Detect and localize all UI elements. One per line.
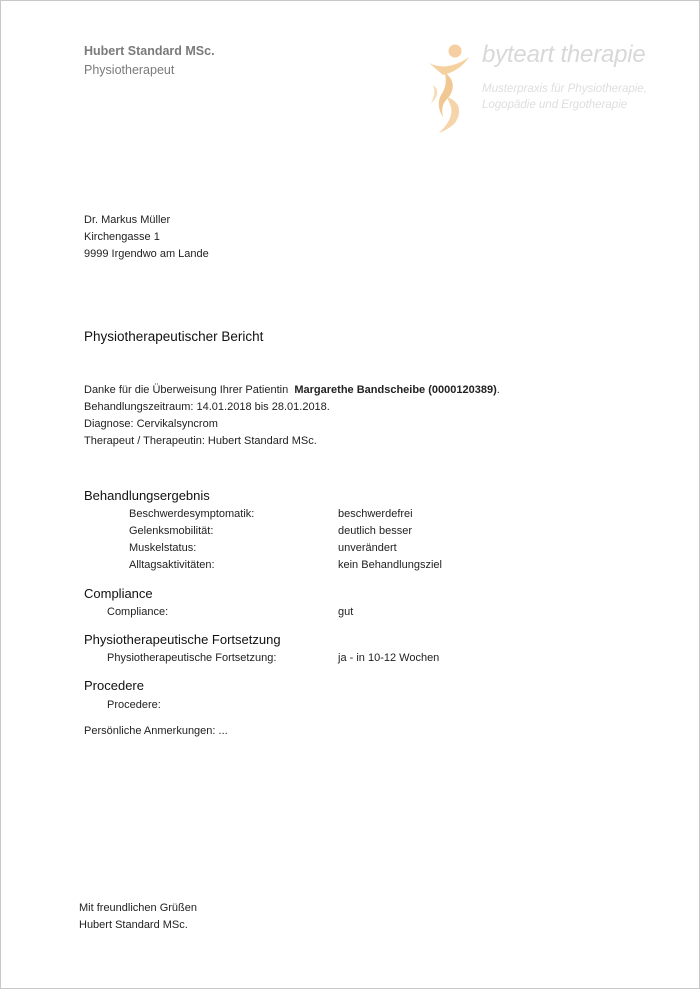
diagnosis: Diagnose: Cervikalsyncrom: [84, 418, 218, 430]
recipient-name: Dr. Markus Müller: [84, 214, 171, 226]
recipient-city: 9999 Irgendwo am Lande: [84, 248, 209, 260]
sender-role: Physiotherapeut: [84, 63, 175, 77]
section-heading-result: Behandlungsergebnis: [84, 488, 210, 503]
compliance-value: gut: [338, 606, 354, 618]
section-heading-procedure: Procedere: [84, 678, 144, 693]
continuation-label: Physiotherapeutische Fortsetzung:: [107, 652, 277, 664]
logo-subtitle-line1: Musterpraxis für Physiotherapie,: [482, 83, 647, 95]
result-label: Beschwerdesymptomatik:: [129, 508, 255, 520]
procedure-label: Procedere:: [107, 699, 161, 711]
section-heading-continuation: Physiotherapeutische Fortsetzung: [84, 632, 281, 647]
personal-remarks: Persönliche Anmerkungen: ...: [84, 725, 228, 737]
intro-suffix: .: [496, 384, 500, 396]
closing-signature: Hubert Standard MSc.: [79, 919, 188, 931]
intro-prefix: Danke für die Überweisung Ihrer Patientin: [84, 384, 289, 396]
logo-title: byteart therapie: [482, 41, 646, 68]
result-value: unverändert: [338, 542, 397, 554]
sender-name: Hubert Standard MSc.: [84, 44, 215, 58]
treatment-period: Behandlungszeitraum: 14.01.2018 bis 28.01.2018.: [84, 401, 330, 413]
result-label: Muskelstatus:: [129, 542, 197, 554]
result-value: deutlich besser: [338, 525, 412, 537]
logo-subtitle-line2: Logopädie und Ergotherapie: [482, 99, 628, 111]
result-label: Gelenksmobilität:: [129, 525, 214, 537]
intro-line: [84, 384, 500, 396]
result-value: beschwerdefrei: [338, 508, 413, 520]
patient-name: Margarethe Bandscheibe (0000120389): [294, 384, 497, 396]
result-label: Alltagsaktivitäten:: [129, 559, 215, 571]
closing-greeting: Mit freundlichen Grüßen: [79, 902, 197, 914]
section-heading-compliance: Compliance: [84, 586, 153, 601]
compliance-label: Compliance:: [107, 606, 169, 618]
result-value: kein Behandlungsziel: [338, 559, 442, 571]
therapist: Therapeut / Therapeutin: Hubert Standard MSc.: [84, 435, 317, 447]
recipient-street: Kirchengasse 1: [84, 231, 160, 243]
report-title: Physiotherapeutischer Bericht: [84, 329, 264, 344]
continuation-value: ja - in 10-12 Wochen: [338, 652, 440, 664]
dancing-figure-icon: [425, 41, 477, 135]
